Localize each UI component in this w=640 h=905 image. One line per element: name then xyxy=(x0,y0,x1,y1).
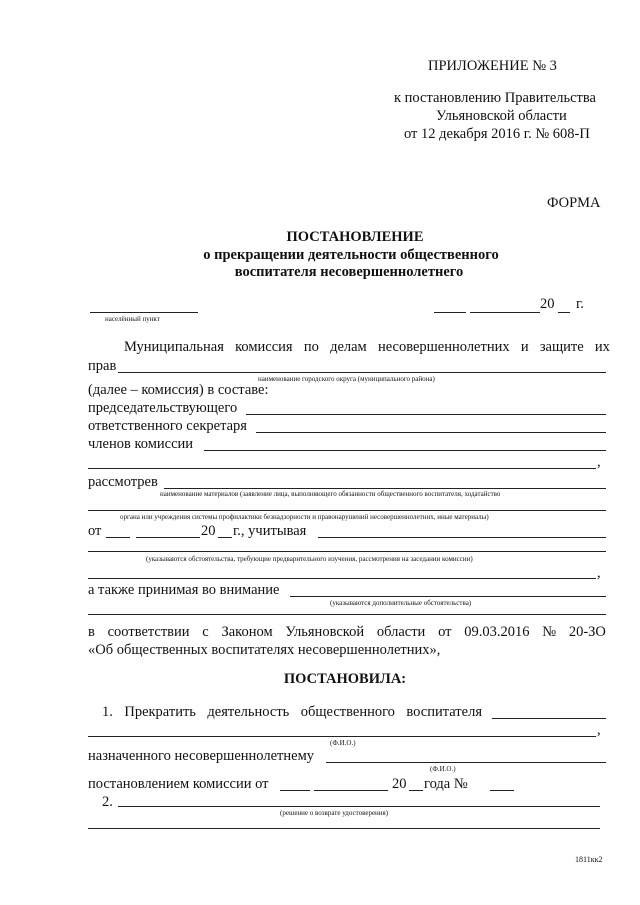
additional-circumstances-field[interactable] xyxy=(290,596,606,597)
resolution-reference: к постановлению Правительства xyxy=(394,90,596,106)
item1-text xyxy=(102,704,482,721)
from-year-field[interactable] xyxy=(218,537,232,538)
item1-word: 1. xyxy=(102,704,113,720)
circumstances-field[interactable] xyxy=(88,551,606,552)
item2-number: 2. xyxy=(102,794,113,810)
intro-word: комиссия xyxy=(235,339,293,355)
additional-circumstances-caption: (указываются дополнительные обстоятельства) xyxy=(330,599,472,607)
item1-word: общественного xyxy=(300,704,395,720)
secretary-label: ответственного секретаря xyxy=(88,418,247,434)
month-field[interactable] xyxy=(470,312,540,313)
minor-fio-caption: (Ф.И.О.) xyxy=(430,765,456,773)
certificate-decision-field-continued[interactable] xyxy=(88,828,600,829)
members-label: членов комиссии xyxy=(88,436,194,452)
members-comma: , xyxy=(597,454,601,470)
considering-field[interactable] xyxy=(318,537,606,538)
place-caption: населённый пункт xyxy=(105,315,160,323)
decided-heading: ПОСТАНОВИЛА: xyxy=(283,671,407,687)
appendix-title: ПРИЛОЖЕНИЕ № 3 xyxy=(428,58,557,74)
law-word: соответствии xyxy=(107,624,190,640)
secretary-field[interactable] xyxy=(256,432,606,433)
certificate-decision-field[interactable] xyxy=(118,806,600,807)
resolution-day-field[interactable] xyxy=(280,790,310,791)
certificate-decision-caption: (решение о возврате удостоверения) xyxy=(280,809,389,817)
year-prefix: 20 xyxy=(540,296,555,312)
composition-label: (далее – комиссия) в составе: xyxy=(88,382,269,398)
intro-word: несовершеннолетних xyxy=(377,339,510,355)
year-field[interactable] xyxy=(558,312,570,313)
law-word: с xyxy=(202,624,209,640)
resolution-year-number-label: года № xyxy=(424,776,468,792)
from-month-field[interactable] xyxy=(136,537,200,538)
commission-intro-line xyxy=(124,339,610,356)
intro-word: их xyxy=(594,339,610,355)
educator-comma: , xyxy=(597,722,601,738)
municipality-caption: наименование городского округа (муниципального района) xyxy=(258,375,435,383)
circumstances-caption: (указываются обстоятельства, требующие предварительного изучения, рассмотрения на заседании комиссии) xyxy=(146,555,473,563)
intro-word: и xyxy=(520,339,529,355)
minor-name-field[interactable] xyxy=(326,762,606,763)
law-word: от xyxy=(438,624,452,640)
chair-label: председательствующего xyxy=(88,400,238,416)
item1-word: деятельность xyxy=(207,704,290,720)
resolution-year-prefix: 20 xyxy=(392,776,407,792)
day-field[interactable] xyxy=(434,312,466,313)
educator-name-field[interactable] xyxy=(492,718,606,719)
footer-code: 1811кк2 xyxy=(575,855,603,864)
additional-circumstances-field-continued[interactable] xyxy=(88,614,606,615)
law-word: № xyxy=(542,624,557,640)
place-field[interactable] xyxy=(90,312,198,313)
educator-fio-caption: (Ф.И.О.) xyxy=(330,739,356,747)
law-reference-line2: «Об общественных воспитателях несовершеннолетних», xyxy=(88,642,441,658)
review-label: рассмотрев xyxy=(88,474,158,490)
resolution-date-number: от 12 декабря 2016 г. № 608-П xyxy=(404,126,590,142)
municipality-field[interactable] xyxy=(118,372,606,373)
law-reference-line1 xyxy=(88,624,606,641)
year-suffix: г. xyxy=(576,296,584,312)
form-label: ФОРМА xyxy=(547,195,601,211)
region-name: Ульяновской области xyxy=(436,108,567,124)
chair-field[interactable] xyxy=(246,414,606,415)
appointed-label: назначенного несовершеннолетнему xyxy=(88,748,314,764)
from-year-prefix: 20 xyxy=(201,523,216,539)
law-word: 09.03.2016 xyxy=(464,624,530,640)
item1-word: воспитателя xyxy=(406,704,482,720)
intro-word: защите xyxy=(539,339,584,355)
law-word: в xyxy=(88,624,95,640)
law-word: 20-ЗО xyxy=(568,624,606,640)
resolution-month-field[interactable] xyxy=(314,790,388,791)
resolution-number-field[interactable] xyxy=(490,790,514,791)
review-materials-field-continued[interactable] xyxy=(88,510,606,511)
review-caption-line2: органа или учреждения системы профилактики безнадзорности и правонарушений несовершеннолетних, иные материалы) xyxy=(120,513,489,521)
document-subtitle-line1: о прекращении деятельности общественного xyxy=(203,247,499,263)
from-considering: г., учитывая xyxy=(233,523,307,539)
review-materials-field[interactable] xyxy=(164,488,606,489)
item1-word: Прекратить xyxy=(124,704,196,720)
document-title: ПОСТАНОВЛЕНИЕ xyxy=(286,229,424,245)
intro-word: делам xyxy=(330,339,367,355)
also-considering-label: а также принимая во внимание xyxy=(88,582,280,598)
circumstances-comma: , xyxy=(597,565,601,581)
review-caption-line1: наименование материалов (заявление лица, выполняющего обязанности общественного воспитателя, ходатайство xyxy=(160,490,501,498)
law-word: Ульяновской xyxy=(285,624,365,640)
circumstances-field-continued[interactable] xyxy=(88,578,596,579)
law-word: Законом xyxy=(221,624,273,640)
document-subtitle-line2: воспитателя несовершеннолетнего xyxy=(234,264,464,280)
intro-word: по xyxy=(303,339,319,355)
law-word: области xyxy=(376,624,426,640)
resolution-label: постановлением комиссии от xyxy=(88,776,269,792)
prav-label: прав xyxy=(88,358,117,374)
resolution-year-field[interactable] xyxy=(409,790,423,791)
from-day-field[interactable] xyxy=(106,537,130,538)
intro-word: Муниципальная xyxy=(124,339,224,355)
from-label: от xyxy=(88,523,102,539)
educator-name-field-continued[interactable] xyxy=(88,736,596,737)
members-field-continued[interactable] xyxy=(88,468,596,469)
members-field[interactable] xyxy=(204,450,606,451)
